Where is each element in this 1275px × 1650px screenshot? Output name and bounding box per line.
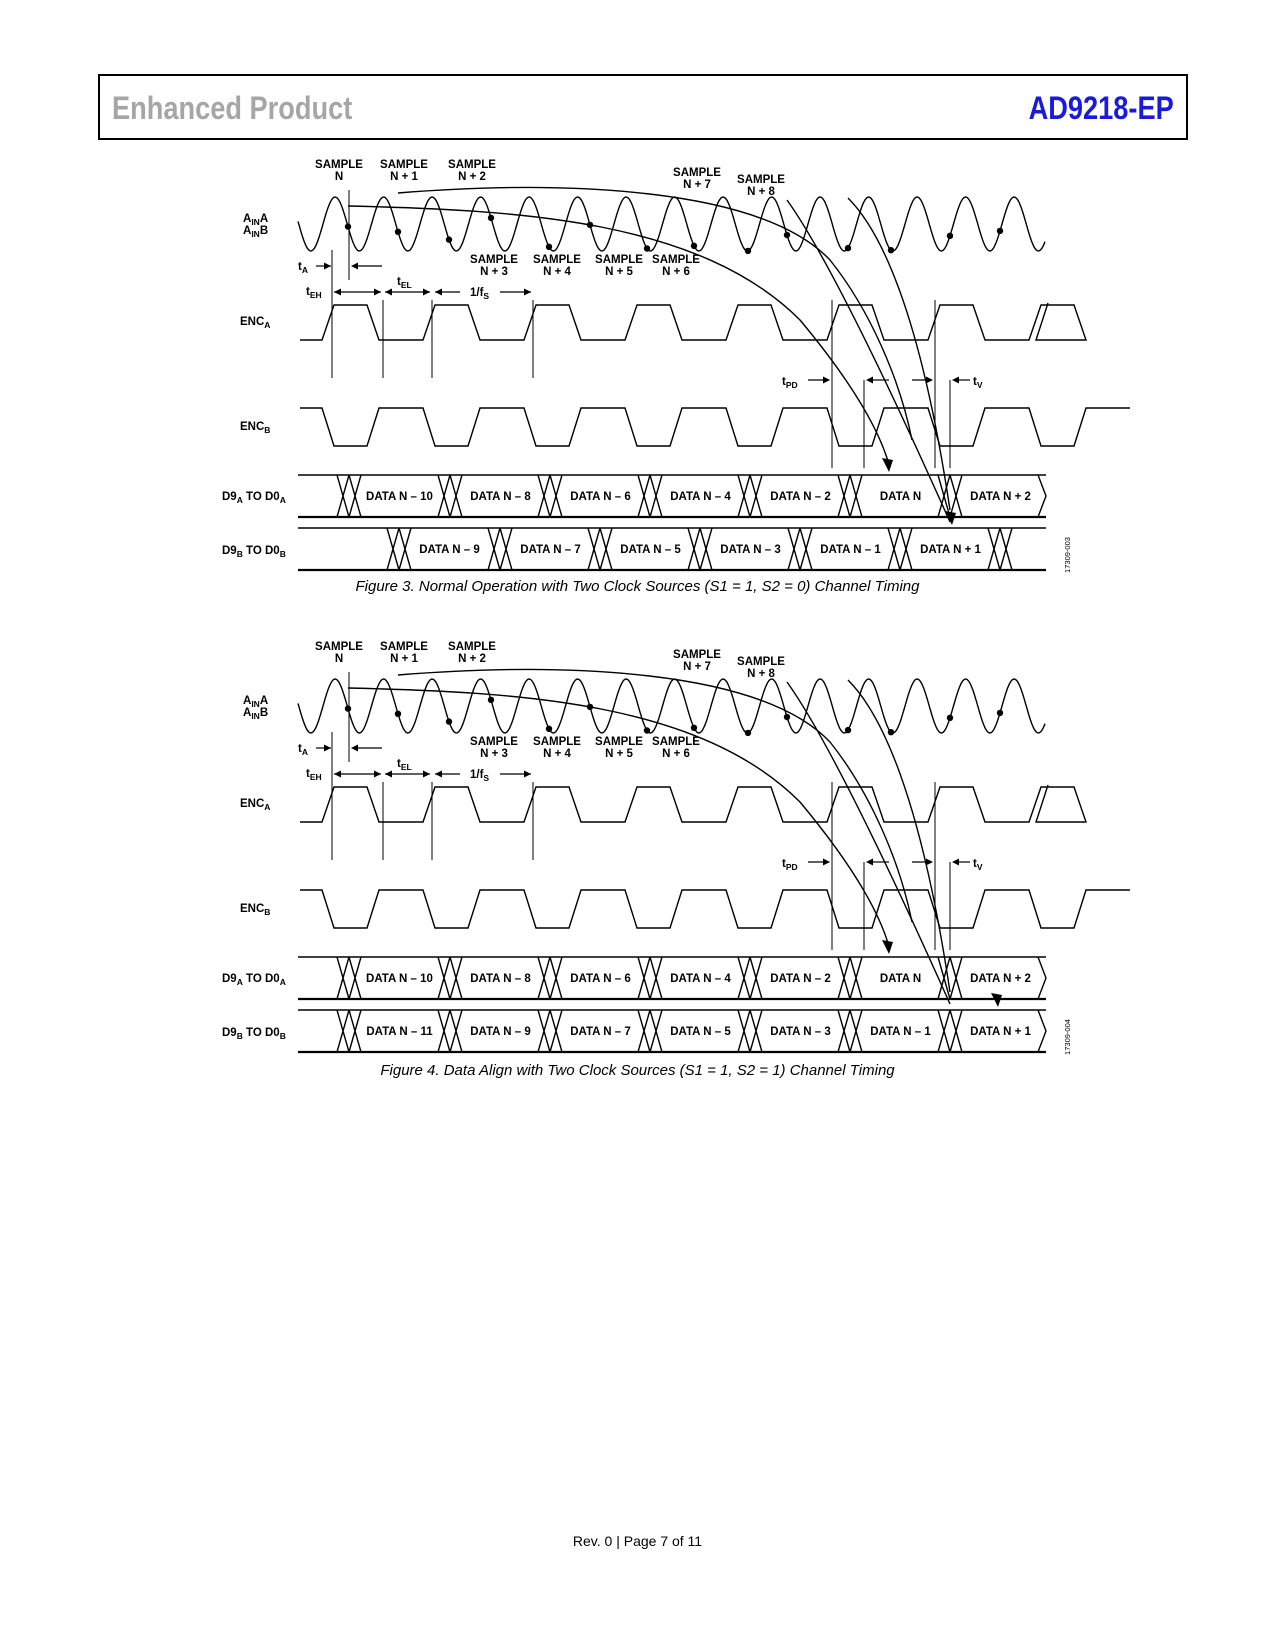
bus-b-data-label: DATA N – 7 <box>570 1026 631 1038</box>
bus-a-crossover <box>938 475 962 517</box>
bus-a-crossover <box>337 957 361 999</box>
sample-label-title: SAMPLE <box>533 736 581 748</box>
bus-b-data-label: DATA N – 7 <box>520 544 581 556</box>
enc-b-label: $ENC_B$ <box>240 903 271 917</box>
bus-a-crossover <box>738 475 762 517</box>
bus-b-crossover <box>688 528 712 570</box>
sample-dot <box>546 726 552 732</box>
sample-dot <box>745 248 751 254</box>
ain-b-label: $A_{IN}B$ <box>243 225 269 239</box>
sample-label-title: SAMPLE <box>595 736 643 748</box>
bus-a-end <box>1038 957 1046 999</box>
enc-a-label: $ENC_A$ <box>240 316 271 330</box>
sample-dot <box>587 222 593 228</box>
bus-a-crossover <box>438 475 462 517</box>
bus-b-crossover <box>337 1010 361 1052</box>
sample-dot <box>784 232 790 238</box>
tel-arrow-head <box>385 771 392 778</box>
bus-a-crossover <box>538 957 562 999</box>
bus-b-data-label: DATA N – 11 <box>366 1026 433 1038</box>
bus-b-crossover <box>838 1010 862 1052</box>
sample-dot <box>345 223 351 229</box>
page-footer: Rev. 0 | Page 7 of 11 <box>572 1533 703 1549</box>
bus-b-crossover <box>888 528 912 570</box>
diagram-lines <box>298 188 1130 570</box>
tel-label: $t_{EL}$ <box>397 276 412 290</box>
bus-a-crossover <box>738 957 762 999</box>
diagram-lines <box>298 670 1130 1052</box>
sample-label-index: N + 4 <box>543 266 571 278</box>
fs-arrow-head <box>435 771 442 778</box>
sample-dot <box>691 725 697 731</box>
ain-b-label: $A_{IN}B$ <box>243 707 269 721</box>
bus-b-crossover <box>738 1010 762 1052</box>
bus-b-data-label: DATA N + 1 <box>920 544 981 556</box>
sample-dot <box>488 215 494 221</box>
sample-dot <box>845 245 851 251</box>
tpd-arrow-head <box>823 377 830 384</box>
tv-arrow-head <box>926 859 933 866</box>
figure-3-caption: Figure 3. Normal Operation with Two Clock Sources (S1 = 1, S2 = 0) Channel Timing <box>355 578 920 595</box>
fs-label: $1/f_S$ <box>470 769 490 783</box>
sample-label-title: SAMPLE <box>673 649 721 661</box>
bus-b-signal-label: $D9_B$ TO $D0_B$ <box>222 1027 286 1041</box>
tel-arrow-head <box>385 289 392 296</box>
bus-a-data-label: DATA N <box>879 491 922 503</box>
ta-label: $t_A$ <box>298 261 308 275</box>
bus-a-crossover <box>438 957 462 999</box>
sample-label-title: SAMPLE <box>448 159 496 171</box>
sample-dot <box>644 727 650 733</box>
sample-label-title: SAMPLE <box>533 254 581 266</box>
bus-a-data-label: DATA N – 4 <box>670 973 731 985</box>
tv-label: $t_V$ <box>973 858 983 872</box>
bus-a-data-label: DATA N – 4 <box>670 491 731 503</box>
bus-a-crossover <box>638 957 662 999</box>
teh-arrow-head <box>334 771 341 778</box>
bus-a-crossover <box>938 957 962 999</box>
figure-4-caption: Figure 4. Data Align with Two Clock Sources (S1 = 1, S2 = 1) Channel Timing <box>380 1062 895 1079</box>
bus-b-crossover <box>938 1010 962 1052</box>
sample-dot <box>691 243 697 249</box>
sample-label-title: SAMPLE <box>737 656 785 668</box>
sample-label-index: N + 8 <box>747 668 775 680</box>
bus-a-data-label: DATA N – 2 <box>770 491 831 503</box>
tv-arrow-head <box>952 859 959 866</box>
timing-svg <box>0 150 1275 600</box>
bus-b-crossover <box>538 1010 562 1052</box>
teh-arrow-head <box>374 289 381 296</box>
sample-label-index: N + 8 <box>747 186 775 198</box>
sample-dot <box>446 236 452 242</box>
bus-b-data-label: DATA N – 1 <box>870 1026 931 1038</box>
sample-label-index: N + 3 <box>480 266 508 278</box>
bus-b-crossover <box>387 528 411 570</box>
enc-b-waveform <box>300 890 1130 928</box>
tpd-label: $t_{PD}$ <box>782 858 798 872</box>
sample-label-index: N + 7 <box>683 661 711 673</box>
bus-b-data-label: DATA N – 9 <box>470 1026 531 1038</box>
sample-label-index: N <box>334 653 344 665</box>
enc-a-waveform <box>300 303 1086 340</box>
sample-label-title: SAMPLE <box>315 641 363 653</box>
sample-dot <box>345 705 351 711</box>
figure-code: 17309-003 <box>1063 537 1072 573</box>
sample-label-title: SAMPLE <box>380 159 428 171</box>
bus-b-crossover <box>488 528 512 570</box>
tv-arrow-head <box>926 377 933 384</box>
sample-n7-curve <box>787 200 950 522</box>
tpd-arrow-head <box>866 859 873 866</box>
sample-label-title: SAMPLE <box>673 167 721 179</box>
sample-dot <box>888 247 894 253</box>
bus-a-signal-label: $D9_A$ TO $D0_A$ <box>222 491 286 505</box>
sample-label-index: N + 1 <box>390 171 418 183</box>
sample-label-index: N + 5 <box>605 748 633 760</box>
sample-label-title: SAMPLE <box>652 736 700 748</box>
tv-label: $t_V$ <box>973 376 983 390</box>
bus-b-data-label: DATA N – 3 <box>770 1026 831 1038</box>
ain-a-label: $A_{IN}A$ <box>243 213 269 227</box>
sample-label-title: SAMPLE <box>380 641 428 653</box>
sample-label-title: SAMPLE <box>470 254 518 266</box>
figure-4-timing-diagram <box>0 632 1275 1082</box>
sample-dot <box>888 729 894 735</box>
sample-dot <box>488 697 494 703</box>
bus-b-signal-label: $D9_B$ TO $D0_B$ <box>222 545 286 559</box>
bus-b-end <box>1038 1010 1046 1052</box>
fs-arrow-head <box>435 289 442 296</box>
sample-label-title: SAMPLE <box>470 736 518 748</box>
bus-a-crossover <box>838 475 862 517</box>
sample-label-index: N + 6 <box>662 266 690 278</box>
sample-label-title: SAMPLE <box>652 254 700 266</box>
sample-dot <box>446 718 452 724</box>
page-header <box>98 74 1188 140</box>
bus-a-data-label: DATA N – 6 <box>570 973 631 985</box>
enc-b-label: $ENC_B$ <box>240 421 271 435</box>
teh-arrow-head <box>374 771 381 778</box>
ta-arrow-head <box>324 745 331 752</box>
sample-label-title: SAMPLE <box>448 641 496 653</box>
sample-label-index: N <box>334 171 344 183</box>
bus-a-data-label: DATA N + 2 <box>970 973 1031 985</box>
sample-n1-curve <box>398 670 912 922</box>
bus-b-crossover <box>988 528 1012 570</box>
sample-dot <box>395 229 401 235</box>
sample-dot <box>947 715 953 721</box>
timing-svg <box>0 632 1275 1082</box>
ta-label: $t_A$ <box>298 743 308 757</box>
fs-arrow-head <box>524 289 531 296</box>
bus-a-data-label: DATA N – 10 <box>366 491 433 503</box>
sample-dot <box>587 704 593 710</box>
sample-label-index: N + 3 <box>480 748 508 760</box>
curve-arrow-head <box>882 458 893 472</box>
sample-label-index: N + 5 <box>605 266 633 278</box>
sample-dot <box>644 245 650 251</box>
bus-b-data-label: DATA N – 5 <box>620 544 681 556</box>
ta-arrow-head <box>351 263 358 270</box>
ta-arrow-head <box>324 263 331 270</box>
sample-dot <box>997 710 1003 716</box>
sample-label-index: N + 1 <box>390 653 418 665</box>
teh-label: $t_{EH}$ <box>306 286 322 300</box>
bus-b-data-label: DATA N – 5 <box>670 1026 731 1038</box>
bus-a-data-label: DATA N – 8 <box>470 973 531 985</box>
tel-arrow-head <box>423 771 430 778</box>
figure-code: 17309-004 <box>1063 1019 1072 1055</box>
figure-3-timing-diagram <box>0 150 1275 600</box>
sample-label-index: N + 7 <box>683 179 711 191</box>
sample-n1-curve <box>398 188 912 440</box>
bus-b-crossover <box>588 528 612 570</box>
bus-a-data-label: DATA N – 10 <box>366 973 433 985</box>
ta-arrow-head <box>351 745 358 752</box>
bus-b-data-label: DATA N – 9 <box>419 544 480 556</box>
tel-arrow-head <box>423 289 430 296</box>
tel-label: $t_{EL}$ <box>397 758 412 772</box>
bus-a-crossover <box>638 475 662 517</box>
bus-b-crossover <box>638 1010 662 1052</box>
teh-arrow-head <box>334 289 341 296</box>
sample-dot <box>997 228 1003 234</box>
tpd-arrow-head <box>823 859 830 866</box>
ain-a-label: $A_{IN}A$ <box>243 695 269 709</box>
bus-a-data-label: DATA N <box>879 973 922 985</box>
bus-b-data-label: DATA N – 1 <box>820 544 881 556</box>
sample-label-index: N + 6 <box>662 748 690 760</box>
part-number: AD9218-EP <box>1028 90 1174 126</box>
bus-a-data-label: DATA N – 8 <box>470 491 531 503</box>
bus-b-crossover <box>438 1010 462 1052</box>
sample-dot <box>745 730 751 736</box>
sample-dot <box>784 714 790 720</box>
bus-a-crossover <box>538 475 562 517</box>
teh-label: $t_{EH}$ <box>306 768 322 782</box>
bus-a-data-label: DATA N – 6 <box>570 491 631 503</box>
fs-label: $1/f_S$ <box>470 287 490 301</box>
enc-b-waveform <box>300 408 1130 446</box>
bus-a-data-label: DATA N – 2 <box>770 973 831 985</box>
sample-label-index: N + 4 <box>543 748 571 760</box>
sample-label-title: SAMPLE <box>737 174 785 186</box>
bus-a-data-label: DATA N + 2 <box>970 491 1031 503</box>
sample-dot <box>845 727 851 733</box>
tpd-arrow-head <box>866 377 873 384</box>
bus-b-crossover <box>788 528 812 570</box>
bus-a-signal-label: $D9_A$ TO $D0_A$ <box>222 973 286 987</box>
bus-b-data-label: DATA N + 1 <box>970 1026 1031 1038</box>
ain-sine-wave <box>298 679 1045 733</box>
sample-dot <box>395 711 401 717</box>
fs-arrow-head <box>524 771 531 778</box>
bus-a-crossover <box>838 957 862 999</box>
curve-arrow-head <box>882 940 893 954</box>
bus-b-data-label: DATA N – 3 <box>720 544 781 556</box>
sample-dot <box>546 244 552 250</box>
brand-title: Enhanced Product <box>112 90 353 126</box>
sample-label-title: SAMPLE <box>595 254 643 266</box>
sample-label-index: N + 2 <box>458 171 486 183</box>
bus-a-crossover <box>337 475 361 517</box>
enc-a-label: $ENC_A$ <box>240 798 271 812</box>
tv-arrow-head <box>952 377 959 384</box>
sample-label-title: SAMPLE <box>315 159 363 171</box>
enc-a-waveform <box>300 785 1086 822</box>
sample-n7-curve <box>787 682 950 1004</box>
sample-label-index: N + 2 <box>458 653 486 665</box>
ain-sine-wave <box>298 197 1045 251</box>
bus-a-end <box>1038 475 1046 517</box>
sample-dot <box>947 233 953 239</box>
tpd-label: $t_{PD}$ <box>782 376 798 390</box>
